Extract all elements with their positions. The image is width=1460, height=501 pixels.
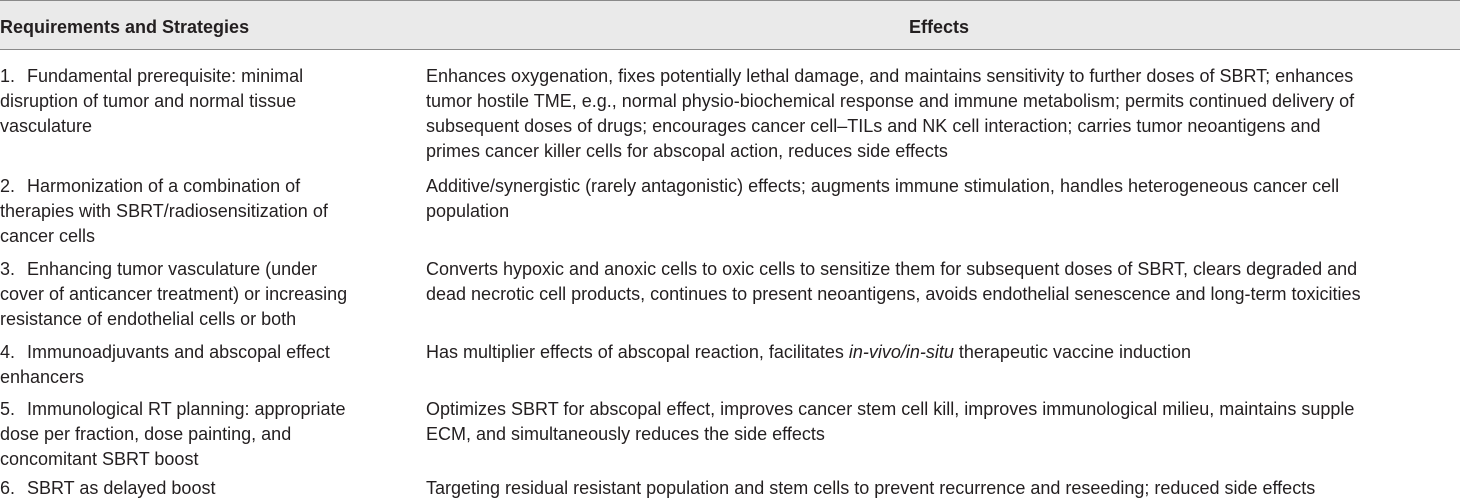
effect-line: Converts hypoxic and anoxic cells to oxic cells to sensitize them for subsequent doses of SBRT, clears degraded and	[426, 259, 1358, 279]
effect-line	[426, 340, 1456, 365]
requirement-line: Immunoadjuvants and abscopal effect	[27, 342, 330, 362]
effect-text: therapeutic vaccine induction	[953, 342, 1192, 362]
header-effects: Effects	[909, 17, 970, 37]
effect-line: primes cancer killer cells for abscopal action, reduces side effects	[426, 141, 948, 161]
requirement-line: dose per fraction, dose painting, and	[0, 424, 292, 444]
requirement-line: Enhancing tumor vasculature (under	[27, 259, 318, 279]
effect-cell	[426, 174, 1456, 224]
effect-cell	[426, 340, 1456, 365]
effect-italic-text: in-vivo/in-situ	[848, 342, 954, 362]
effect-cell	[426, 64, 1456, 164]
row-number: 4.	[0, 342, 16, 362]
row-number: 1.	[0, 66, 16, 86]
effect-line: Optimizes SBRT for abscopal effect, improves cancer stem cell kill, improves immunological milieu, maintains supple	[426, 399, 1355, 419]
effect-line: Enhances oxygenation, fixes potentially lethal damage, and maintains sensitivity to further doses of SBRT; enhances	[426, 66, 1354, 86]
row-number: 3.	[0, 259, 16, 279]
row-number: 2.	[0, 176, 16, 196]
effect-cell	[426, 476, 1456, 501]
requirement-line: resistance of endothelial cells or both	[0, 309, 297, 329]
requirement-cell	[0, 476, 405, 501]
effect-cell	[426, 397, 1456, 447]
requirement-line: Immunological RT planning: appropriate	[27, 399, 346, 419]
requirement-cell	[0, 174, 405, 249]
requirement-cell	[0, 397, 405, 472]
requirement-line: Fundamental prerequisite: minimal	[27, 66, 304, 86]
header-requirements: Requirements and Strategies	[0, 17, 250, 37]
requirement-line: SBRT as delayed boost	[27, 478, 216, 498]
requirement-line: cover of anticancer treatment) or increasing	[0, 284, 348, 304]
effect-line: population	[426, 201, 510, 221]
effect-text: Has multiplier effects of abscopal reaction, facilitates	[426, 342, 849, 362]
requirement-cell	[0, 64, 405, 139]
effect-line: Additive/synergistic (rarely antagonistic) effects; augments immune stimulation, handles heterogeneous cancer cell	[426, 176, 1340, 196]
requirement-cell	[0, 257, 405, 332]
requirement-line: vasculature	[0, 116, 93, 136]
row-number: 5.	[0, 399, 16, 419]
requirement-line: concomitant SBRT boost	[0, 449, 199, 469]
row-number: 6.	[0, 478, 16, 498]
effect-cell	[426, 257, 1456, 307]
requirement-line: enhancers	[0, 367, 85, 387]
effect-line: subsequent doses of drugs; encourages cancer cell–TILs and NK cell interaction; carries tumor neoantigens and	[426, 116, 1321, 136]
requirement-line: disruption of tumor and normal tissue	[0, 91, 297, 111]
effect-line: ECM, and simultaneously reduces the side effects	[426, 424, 825, 444]
effect-line: Targeting residual resistant population and stem cells to prevent recurrence and reseeding; reduced side effects	[426, 478, 1316, 498]
effect-line: tumor hostile TME, e.g., normal physio-biochemical response and immune metabolism; permits continued delivery of	[426, 91, 1355, 111]
table-header	[0, 0, 1460, 50]
effect-line: dead necrotic cell products, continues to present neoantigens, avoids endothelial senescence and long-term toxicities	[426, 284, 1361, 304]
requirement-line: therapies with SBRT/radiosensitization of	[0, 201, 328, 221]
requirement-line: Harmonization of a combination of	[27, 176, 301, 196]
requirement-cell	[0, 340, 405, 390]
requirement-line: cancer cells	[0, 226, 96, 246]
